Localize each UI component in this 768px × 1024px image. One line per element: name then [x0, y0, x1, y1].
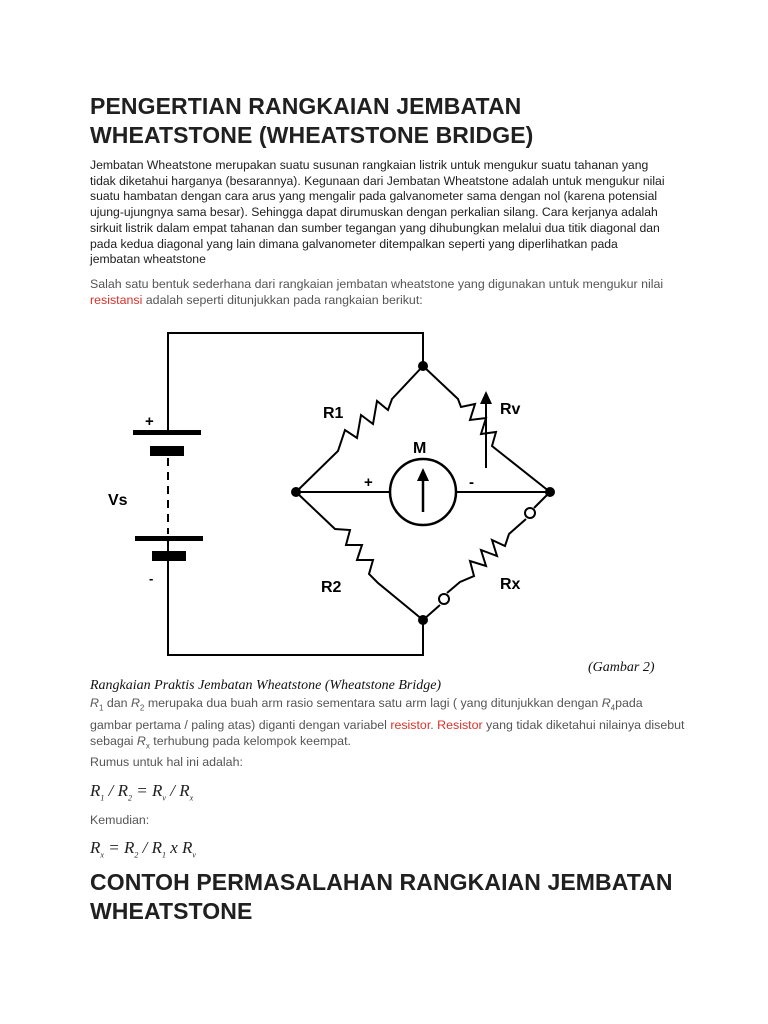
resistansi-link[interactable]: resistansi: [90, 293, 143, 308]
page-title: PENGERTIAN RANGKAIAN JEMBATAN WHEATSTONE (WHEATSTONE BRIDGE): [90, 93, 534, 148]
bottom-wire: [168, 540, 423, 655]
r2-symbol: R: [130, 696, 140, 710]
formula-intro: Rumus untuk hal ini adalah:: [90, 755, 243, 769]
symbol: R: [179, 781, 190, 800]
text: .: [430, 717, 438, 732]
node-right: [545, 487, 555, 497]
symbol: R: [152, 781, 163, 800]
r1-label: R1: [323, 405, 344, 422]
kemudian-label: Kemudian:: [90, 813, 150, 827]
subscript: x: [145, 741, 150, 751]
node-top: [418, 361, 428, 371]
figure-number: (Gambar 2): [588, 660, 655, 675]
vs-label: Vs: [108, 492, 128, 509]
r1-symbol: R: [90, 696, 99, 710]
operator: =: [132, 781, 152, 800]
circuit-intro-paragraph: [90, 276, 685, 308]
node-left: [291, 487, 301, 497]
text: pada gambar pertama / paling atas) diganti dengan variabel: [90, 696, 643, 732]
section-title: CONTOH PERMASALAHAN RANGKAIAN JEMBATAN WHEATSTONE: [90, 869, 673, 924]
symbol: R: [117, 781, 129, 800]
meter-label: M: [413, 440, 427, 457]
rv-label: Rv: [500, 401, 521, 418]
battery-plate-short: [152, 551, 186, 561]
terminal-icon: [525, 508, 535, 518]
operator: x: [165, 838, 182, 857]
text: Salah satu bentuk sederhana dari rangkaian jembatan wheatstone yang digunakan untuk mengukur nilai: [90, 277, 664, 291]
symbol: R: [182, 838, 193, 857]
resistor-link[interactable]: Resistor: [437, 717, 483, 732]
intro-paragraph: Jembatan Wheatstone merupakan suatu susunan rangkaian listrik untuk mengukur suatu tahanan yang tidak diketahui harganya (besarannya). Kegunaan dari Jembatan Wheatstone adalah untuk mengukur nilai suatu hambatan dengan cara arus yang mengalir pada galvanometer sama dengan nol (karena potensial ujung-ujungnya sama besar). Sehingga dapat dirumuskan dengan perkalian silang. Cara kerjanya adalah sirkuit listrik dalam empat tahanan dan sumber tegangan yang dihubungkan melalui dua titik diagonal dan pada kedua diagonal yang lain dimana galvanometer ditempalkan seperti yang diperlihatkan pada jembatan wheatstone: [90, 158, 665, 267]
battery-plus-label: +: [145, 413, 154, 430]
subscript: v: [192, 850, 196, 860]
subscript: 2: [128, 793, 133, 803]
subscript: 1: [161, 850, 166, 860]
text: dan: [103, 696, 131, 710]
symbol: R: [151, 838, 162, 857]
meter-plus-label: +: [364, 474, 373, 491]
text: terhubung pada kelompok keempat.: [149, 733, 351, 748]
battery-minus-label: -: [149, 571, 154, 586]
subscript: 4: [610, 703, 616, 713]
subscript: 1: [98, 703, 104, 713]
subscript: x: [100, 850, 104, 860]
rx-symbol: R: [136, 733, 146, 748]
text: adalah seperti ditunjukkan pada rangkaian berikut:: [142, 293, 423, 308]
top-wire: [168, 333, 423, 431]
terminal-icon: [439, 594, 449, 604]
wheatstone-bridge-diagram: [100, 320, 570, 660]
text: merupaka dua buah arm rasio sementara satu arm lagi ( yang ditunjukkan dengan: [144, 696, 602, 710]
operator: /: [165, 781, 180, 800]
formula-ratio: [90, 781, 193, 802]
text: yang tidak diketahui nilainya disebut sebagai: [90, 717, 685, 748]
explanation-paragraph: [90, 695, 685, 755]
subscript: 2: [134, 850, 139, 860]
symbol: R: [90, 781, 101, 800]
formula-rx: [90, 838, 196, 859]
battery-plate-long: [133, 430, 201, 435]
operator: /: [104, 781, 118, 800]
rv-arrowhead-icon: [480, 391, 492, 404]
subscript: 2: [139, 703, 145, 713]
symbol: R: [90, 838, 101, 857]
battery-plate-long: [135, 536, 203, 541]
subscript: 1: [100, 793, 105, 803]
meter-minus-label: -: [469, 474, 474, 491]
operator: /: [138, 838, 152, 857]
subscript: v: [162, 793, 166, 803]
node-bottom: [418, 615, 428, 625]
figure-caption: Rangkaian Praktis Jembatan Wheatstone (Wheatstone Bridge): [90, 678, 442, 693]
subscript: x: [189, 793, 194, 803]
resistor-link[interactable]: resistor: [390, 717, 431, 732]
rx-label: Rx: [500, 576, 521, 593]
r4-symbol: R: [601, 696, 611, 710]
symbol: R: [123, 838, 135, 857]
r2-label: R2: [321, 579, 342, 596]
operator: =: [103, 838, 124, 857]
battery-plate-short: [150, 446, 184, 456]
